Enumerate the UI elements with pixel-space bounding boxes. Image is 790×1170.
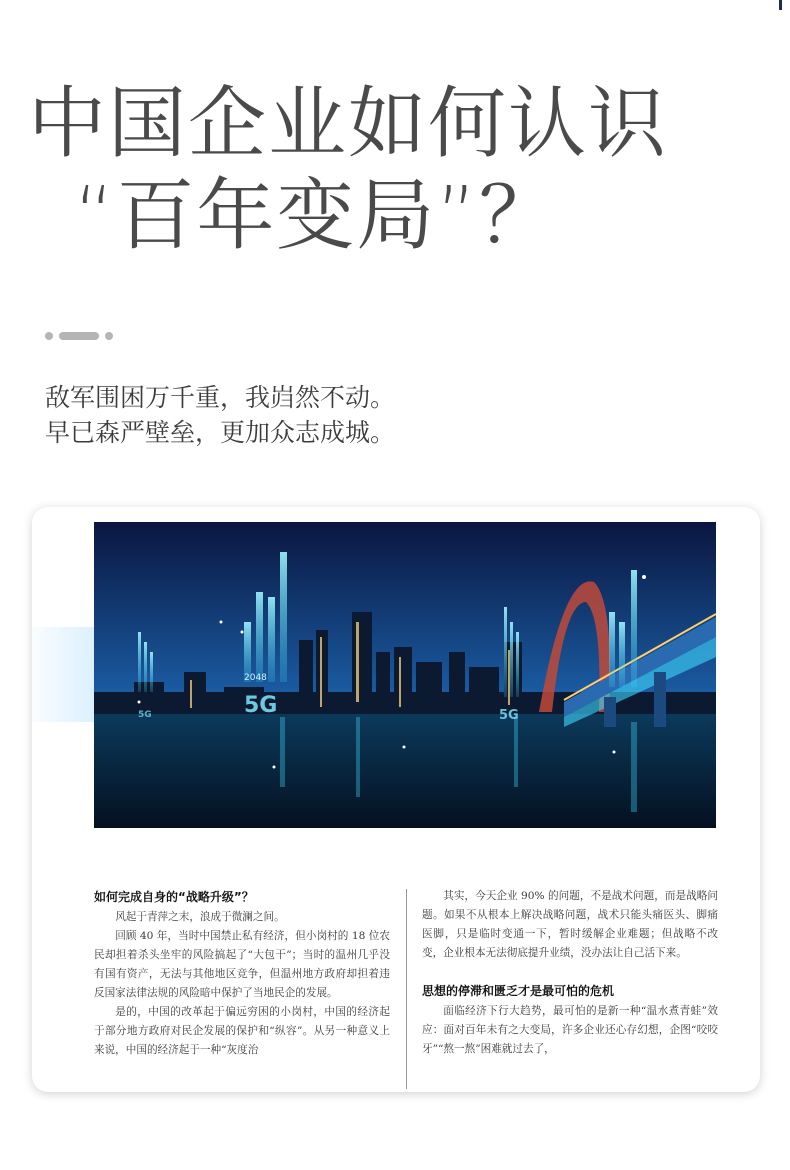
page-title [28,78,768,262]
corner-mark [779,0,782,10]
label-5g: 5G [138,710,152,720]
skyline-illustration [94,522,716,828]
label-2048: 2048 [244,673,267,683]
paragraph: 其实，今天企业 90% 的问题，不是战术问题，而是战略问题。如果不从根本上解决战略问题，战术只能头痛医头、脚痛医脚，只是临时变通一下，暂时缓解企业难题；但战略不改变，企业根本无法彻底提升业绩，没办法让自己活下来。 [422,890,718,959]
subtitle-line-1: 敌军围困万千重，我岿然不动。 [45,383,396,412]
magazine-card [32,507,760,1092]
label-5g: 5G [244,693,278,718]
subtitle-line-2: 早已森严壁垒，更加众志成城。 [45,418,396,447]
section-heading: 如何完成自身的“战略升级”？ [94,890,254,904]
paragraph: 面临经济下行大趋势，最可怕的是新一种“温水煮青蛙”效应：面对百年未有之大变局，许多企业还心存幻想，企图“咬咬牙”“熬一熬”困难就过去了， [422,1005,718,1055]
paragraph: 是的，中国的改革起于偏远穷困的小岗村，中国的经济起于部分地方政府对民企发展的保护和“纵容”。从另一种意义上来说，中国的经济起于一种“灰度治 [94,1006,390,1056]
dot-icon [105,332,113,340]
dot-icon [45,332,53,340]
column-left [94,887,390,1060]
title-line-1: 中国企业如何认识 [28,79,669,169]
city-night-photo [94,522,716,828]
column-divider [406,889,407,1089]
title-line-2: “百年变局”？ [74,171,559,261]
subtitle [45,380,395,450]
paragraph: 风起于青萍之末，浪成于微澜之间。 [115,911,285,923]
label-5g: 5G [499,708,519,723]
pill-icon [59,332,99,340]
column-right [422,887,718,1059]
article-body [94,887,716,1092]
section-heading: 思想的停滞和匮乏才是最可怕的危机 [422,984,615,998]
paragraph: 回顾 40 年，当时中国禁止私有经济，但小岗村的 18 位农民却担着杀头坐牢的风险搞起了“大包干”；当时的温州几乎没有国有资产，无法与其他地区竞争，但温州地方政府却担着违反国家法律法规的风险暗中保护了当地民企的发展。 [94,930,390,999]
decorative-dots [45,330,113,342]
